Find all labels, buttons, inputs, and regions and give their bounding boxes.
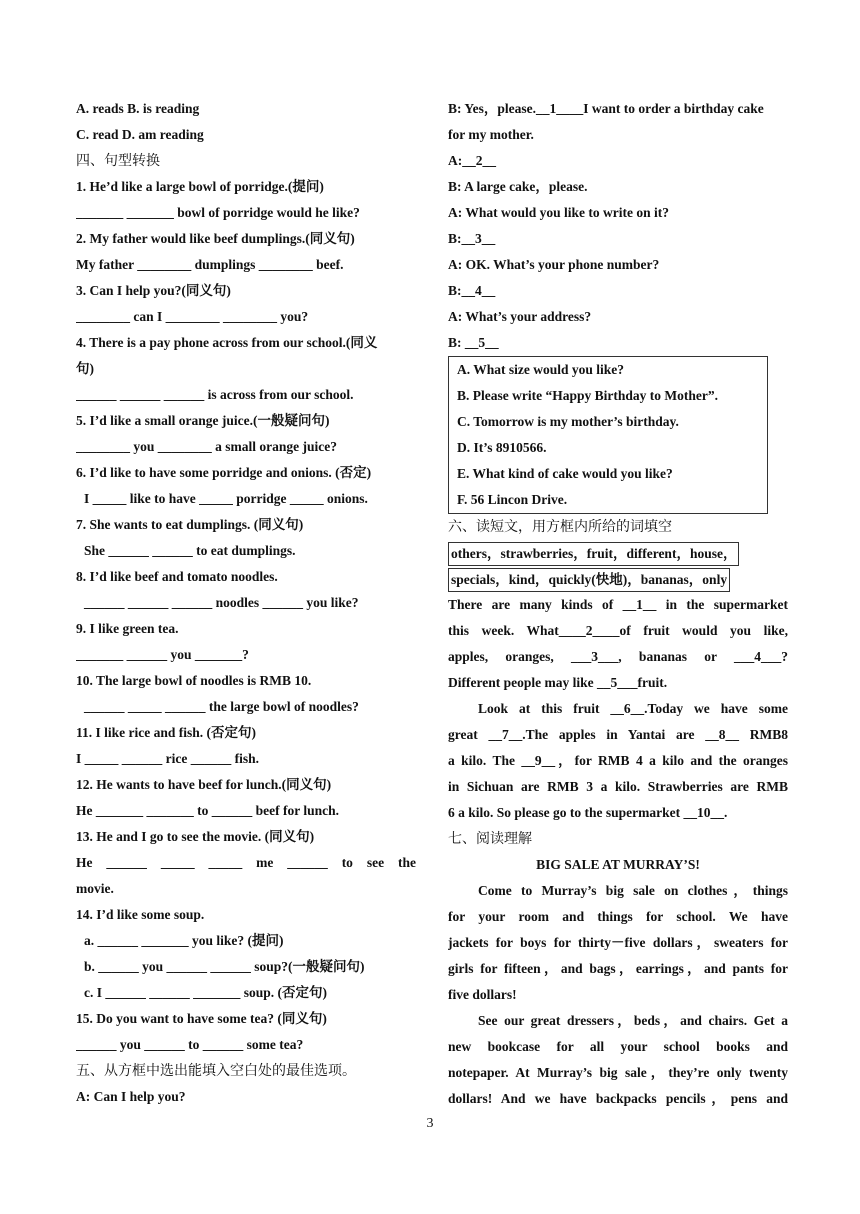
passage-line-7: a kilo. The __9__，for RMB 4 a kilo and the oranges xyxy=(448,753,788,768)
q14-c: c. I ______ ______ _______ soup. (否定句) xyxy=(84,985,328,1000)
passage-line-3: apples, oranges, ___3___, bananas or ___4___? xyxy=(448,649,788,664)
q8-sentence: 8. I’d like beef and tomato noodles. xyxy=(76,569,278,584)
q4-blank: ______ ______ ______ is across from our school. xyxy=(76,387,354,402)
q6-sentence: 6. I’d like to have some porridge and onions. (否定) xyxy=(76,465,372,480)
q3-blank: ________ can I ________ ________ you? xyxy=(76,309,309,324)
section-4-title: 四、句型转换 xyxy=(76,153,160,169)
dialog-line-a3: A: What would you like to write on it? xyxy=(448,205,670,220)
dialog-line-b4: B:__4__ xyxy=(448,283,496,298)
dialog-line-a4: A: OK. What’s your phone number? xyxy=(448,257,660,272)
q1-sentence: 1. He’d like a large bowl of porridge.(提问) xyxy=(76,179,324,194)
q14-b: b. ______ you ______ ______ soup?(一般疑问句) xyxy=(84,959,365,974)
right-column xyxy=(448,96,788,1112)
q2-blank: My father ________ dumplings ________ beef. xyxy=(76,257,344,272)
word-box-1: others，strawberries，fruit，different，house， xyxy=(448,542,739,566)
q10-blank: ______ _____ ______ the large bowl of noodles? xyxy=(84,699,359,714)
q7-sentence: 7. She wants to eat dumplings. (同义句) xyxy=(76,517,304,532)
passage-line-5: Look at this fruit __6__.Today we have some xyxy=(478,701,788,716)
q1-blank: _______ _______ bowl of porridge would he like? xyxy=(76,205,360,220)
option-b: B. Please write “Happy Birthday to Mother”. xyxy=(457,388,718,403)
sale-title: BIG SALE AT MURRAY’S! xyxy=(536,857,700,872)
q9-sentence: 9. I like green tea. xyxy=(76,621,179,636)
sale-line-8: notepaper. At Murray’s big sale，they’re only twenty xyxy=(448,1065,788,1080)
word-box-2: specials，kind，quickly(快地)，bananas，only xyxy=(448,568,730,592)
option-f: F. 56 Lincon Drive. xyxy=(457,492,568,507)
q14-sentence: 14. I’d like some soup. xyxy=(76,907,205,922)
dialog-line-b1: B: Yes，please.__1____I want to order a birthday cake xyxy=(448,101,764,116)
sale-line-4: girls for fifteen，and bags，earrings，and pants for xyxy=(448,961,788,976)
q15-blank: ______ you ______ to ______ some tea? xyxy=(76,1037,304,1052)
sale-line-9: dollars! And we have backpacks pencils，pens and xyxy=(448,1091,788,1106)
q2-sentence: 2. My father would like beef dumplings.(同义句) xyxy=(76,231,355,246)
q3-sentence: 3. Can I help you?(同义句) xyxy=(76,283,231,298)
q10-sentence: 10. The large bowl of noodles is RMB 10. xyxy=(76,673,312,688)
option-e: E. What kind of cake would you like? xyxy=(457,466,673,481)
option-c: C. Tomorrow is my mother’s birthday. xyxy=(457,414,679,429)
sale-line-5: five dollars! xyxy=(448,987,517,1002)
dialog-line-a1: A: Can I help you? xyxy=(76,1089,186,1104)
left-column xyxy=(76,96,416,1110)
section-6-title: 六、读短文，用方框内所给的词填空 xyxy=(448,519,672,535)
dialog-line-b3: B:__3__ xyxy=(448,231,496,246)
choice-line-2: C. read D. am reading xyxy=(76,127,204,142)
q4-sentence: 4. There is a pay phone across from our school.(同义 xyxy=(76,335,378,350)
passage-line-2: this week. What____2____of fruit would you like, xyxy=(448,623,788,638)
passage-line-4: Different people may like __5___fruit. xyxy=(448,675,668,690)
page-number: 3 xyxy=(426,1116,434,1131)
sale-line-1: Come to Murray’s big sale on clothes，things xyxy=(478,883,788,898)
q5-sentence: 5. I’d like a small orange juice.(一般疑问句) xyxy=(76,413,330,428)
q9-blank: _______ ______ you _______? xyxy=(76,647,249,662)
q14-a: a. ______ _______ you like? (提问) xyxy=(84,933,284,948)
dialog-line-b2: B: A large cake，please. xyxy=(448,179,588,194)
q8-blank: ______ ______ ______ noodles ______ you like? xyxy=(84,595,359,610)
section-5-title: 五、从方框中选出能填入空白处的最佳选项。 xyxy=(76,1063,356,1079)
q13-blank-cont: movie. xyxy=(76,881,114,896)
q13-blank: He ______ _____ _____ me ______ to see the xyxy=(76,855,416,870)
dialog-line-a5: A: What’s your address? xyxy=(448,309,592,324)
option-a: A. What size would you like? xyxy=(457,362,625,377)
q4-sentence-cont: 句) xyxy=(76,361,94,376)
sale-line-6: See our great dressers，beds，and chairs. Get a xyxy=(478,1013,788,1028)
dialog-line-b1-cont: for my mother. xyxy=(448,127,534,142)
q11-sentence: 11. I like rice and fish. (否定句) xyxy=(76,725,257,740)
options-box xyxy=(448,356,768,514)
q12-blank: He _______ _______ to ______ beef for lunch. xyxy=(76,803,339,818)
passage-line-6: great __7__.The apples in Yantai are __8__ RMB8 xyxy=(448,727,788,742)
q7-blank: She ______ ______ to eat dumplings. xyxy=(84,543,296,558)
dialog-line-b5: B: __5__ xyxy=(448,335,499,350)
sale-line-2: for your room and things for school. We have xyxy=(448,909,788,924)
q5-blank: ________ you ________ a small orange juice? xyxy=(76,439,337,454)
q12-sentence: 12. He wants to have beef for lunch.(同义句) xyxy=(76,777,332,792)
sale-line-7: new bookcase for all your school books and xyxy=(448,1039,788,1054)
dialog-line-a2: A:__2__ xyxy=(448,153,496,168)
passage-line-1: There are many kinds of __1__ in the supermarket xyxy=(448,597,788,612)
q11-blank: I _____ ______ rice ______ fish. xyxy=(76,751,259,766)
q15-sentence: 15. Do you want to have some tea? (同义句) xyxy=(76,1011,327,1026)
q6-blank: I _____ like to have _____ porridge _____ onions. xyxy=(84,491,368,506)
q13-sentence: 13. He and I go to see the movie. (同义句) xyxy=(76,829,315,844)
passage-line-9: 6 a kilo. So please go to the supermarket __10__. xyxy=(448,805,728,820)
sale-line-3: jackets for boys for thirty－five dollars，sweaters for xyxy=(448,935,788,950)
passage-line-8: in Sichuan are RMB 3 a kilo. Strawberries are RMB xyxy=(448,779,788,794)
choice-line-1: A. reads B. is reading xyxy=(76,101,200,116)
section-7-title: 七、阅读理解 xyxy=(448,831,532,847)
option-d: D. It’s 8910566. xyxy=(457,440,547,455)
